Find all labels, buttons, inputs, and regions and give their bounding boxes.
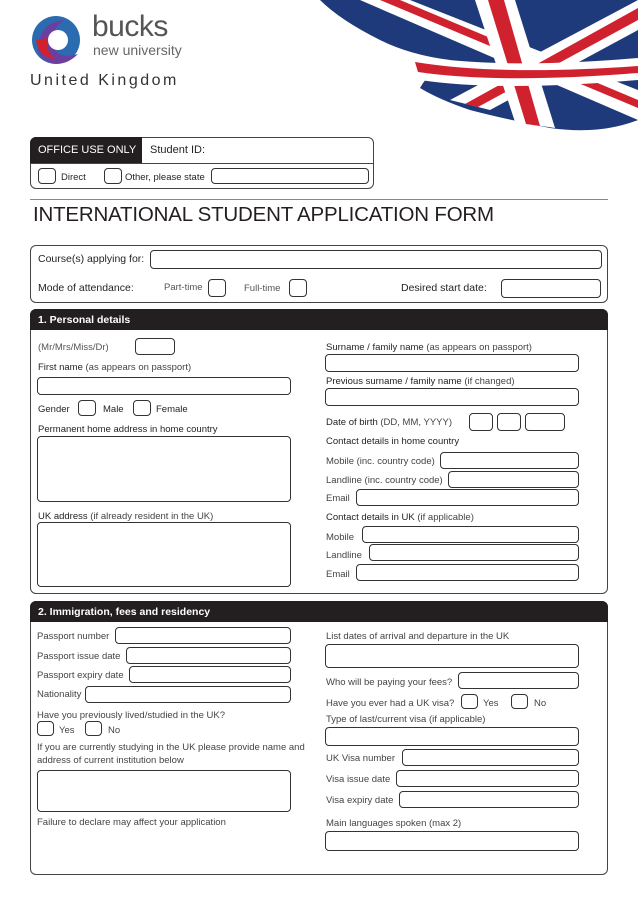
visa-issue-input[interactable] (396, 770, 579, 787)
visa-type-label: Type of last/current visa (if applicable) (326, 714, 486, 725)
other-state-input[interactable] (211, 168, 369, 184)
prev-surname-text: Previous surname / family name (326, 376, 462, 387)
prev-surname-note: (if changed) (464, 376, 515, 387)
uk-visa-no-label: No (534, 698, 547, 709)
part-time-checkbox[interactable] (208, 279, 226, 297)
institution-label-2: address of current institution below (37, 755, 184, 766)
full-time-label: Full-time (244, 283, 281, 294)
passport-issue-label: Passport issue date (37, 651, 121, 662)
uk-visa-yes-label: Yes (483, 698, 499, 709)
part-time-label: Part-time (164, 282, 203, 293)
female-label: Female (156, 404, 188, 415)
uk-landline-input[interactable] (369, 544, 579, 561)
mobile-cc-label: Mobile (inc. country code) (326, 456, 435, 467)
prev-surname-input[interactable] (325, 388, 579, 406)
email-label: Email (326, 493, 350, 504)
other-checkbox[interactable] (104, 168, 122, 184)
visa-expiry-input[interactable] (399, 791, 579, 808)
male-label: Male (103, 404, 124, 415)
lived-uk-no-checkbox[interactable] (85, 721, 102, 736)
fees-label: Who will be paying your fees? (326, 677, 453, 688)
bucks-logo-icon (28, 10, 88, 70)
page-title: INTERNATIONAL STUDENT APPLICATION FORM (33, 203, 494, 226)
surname-text: Surname / family name (326, 342, 424, 353)
mobile-cc-input[interactable] (440, 452, 579, 469)
union-flag-icon (300, 0, 638, 135)
brand-subname: new university (93, 42, 182, 58)
passport-number-input[interactable] (115, 627, 291, 644)
visa-type-input[interactable] (325, 727, 579, 746)
contact-uk-label (326, 512, 474, 523)
other-label: Other, please state (125, 172, 205, 183)
uk-visa-no-checkbox[interactable] (511, 694, 528, 709)
home-address-input[interactable] (37, 436, 291, 502)
nationality-input[interactable] (85, 686, 291, 703)
uk-address-input[interactable] (37, 522, 291, 587)
student-id-label: Student ID: (150, 144, 206, 156)
passport-expiry-label: Passport expiry date (37, 670, 124, 681)
landline-cc-label: Landline (inc. country code) (326, 475, 443, 486)
lived-uk-no-label: No (108, 725, 121, 736)
female-checkbox[interactable] (133, 400, 151, 416)
start-date-label: Desired start date: (401, 282, 487, 294)
salutation-input[interactable] (135, 338, 175, 355)
dob-label (326, 417, 452, 428)
dob-year-input[interactable] (525, 413, 565, 431)
contact-uk-text: Contact details in UK (326, 512, 415, 523)
contact-home-label: Contact details in home country (326, 436, 460, 447)
uk-email-input[interactable] (356, 564, 579, 581)
uk-address-note: (if already resident in the UK) (90, 511, 214, 522)
uk-mobile-label: Mobile (326, 532, 354, 543)
surname-input[interactable] (325, 354, 579, 372)
direct-label: Direct (61, 172, 86, 183)
first-name-text: First name (38, 362, 83, 373)
nationality-label: Nationality (37, 689, 82, 700)
uk-address-label (38, 511, 213, 522)
visa-expiry-label: Visa expiry date (326, 795, 394, 806)
salutation-label: (Mr/Mrs/Miss/Dr) (38, 342, 109, 353)
visa-issue-label: Visa issue date (326, 774, 391, 785)
landline-cc-input[interactable] (448, 471, 579, 488)
office-use-label: OFFICE USE ONLY (30, 137, 142, 163)
office-divider (30, 163, 374, 164)
first-name-label (38, 362, 191, 373)
passport-issue-input[interactable] (126, 647, 291, 664)
lived-uk-yes-checkbox[interactable] (37, 721, 54, 736)
languages-label: Main languages spoken (max 2) (326, 818, 462, 829)
lived-uk-yes-label: Yes (59, 725, 75, 736)
uk-visa-yes-checkbox[interactable] (461, 694, 478, 709)
arrival-label: List dates of arrival and departure in the UK (326, 631, 510, 642)
contact-uk-note: (if applicable) (417, 512, 474, 523)
email-input[interactable] (356, 489, 579, 506)
dob-note: (DD, MM, YYYY) (380, 417, 452, 428)
uk-mobile-input[interactable] (362, 526, 579, 543)
dob-day-input[interactable] (469, 413, 493, 431)
institution-input[interactable] (37, 770, 291, 812)
arrival-input[interactable] (325, 644, 579, 668)
gender-label: Gender (38, 404, 70, 415)
institution-label-1: If you are currently studying in the UK please provide name and (37, 742, 305, 753)
direct-checkbox[interactable] (38, 168, 56, 184)
first-name-input[interactable] (37, 377, 291, 395)
courses-label: Course(s) applying for: (38, 253, 145, 265)
languages-input[interactable] (325, 831, 579, 851)
brand-country: United Kingdom (30, 72, 179, 89)
uk-visa-label: Have you ever had a UK visa? (326, 698, 455, 709)
passport-number-label: Passport number (37, 631, 110, 642)
brand-name: bucks (92, 10, 168, 43)
lived-uk-label: Have you previously lived/studied in the UK? (37, 710, 225, 721)
dob-month-input[interactable] (497, 413, 521, 431)
personal-header: 1. Personal details (30, 309, 608, 330)
fees-input[interactable] (458, 672, 579, 689)
uk-address-text: UK address (38, 511, 88, 522)
male-checkbox[interactable] (78, 400, 96, 416)
title-rule (30, 199, 608, 200)
dob-text: Date of birth (326, 417, 378, 428)
visa-number-input[interactable] (402, 749, 579, 766)
start-date-input[interactable] (501, 279, 601, 298)
surname-label (326, 342, 532, 353)
uk-landline-label: Landline (326, 550, 362, 561)
failure-note: Failure to declare may affect your application (37, 817, 226, 828)
home-address-label: Permanent home address in home country (38, 424, 218, 435)
mode-label: Mode of attendance: (38, 282, 134, 294)
surname-note: (as appears on passport) (426, 342, 532, 353)
passport-expiry-input[interactable] (129, 666, 291, 683)
courses-input[interactable] (150, 250, 602, 269)
first-name-note: (as appears on passport) (85, 362, 192, 373)
visa-number-label: UK Visa number (326, 753, 395, 764)
full-time-checkbox[interactable] (289, 279, 307, 297)
immigration-header: 2. Immigration, fees and residency (30, 601, 608, 622)
uk-email-label: Email (326, 569, 350, 580)
prev-surname-label (326, 376, 515, 387)
